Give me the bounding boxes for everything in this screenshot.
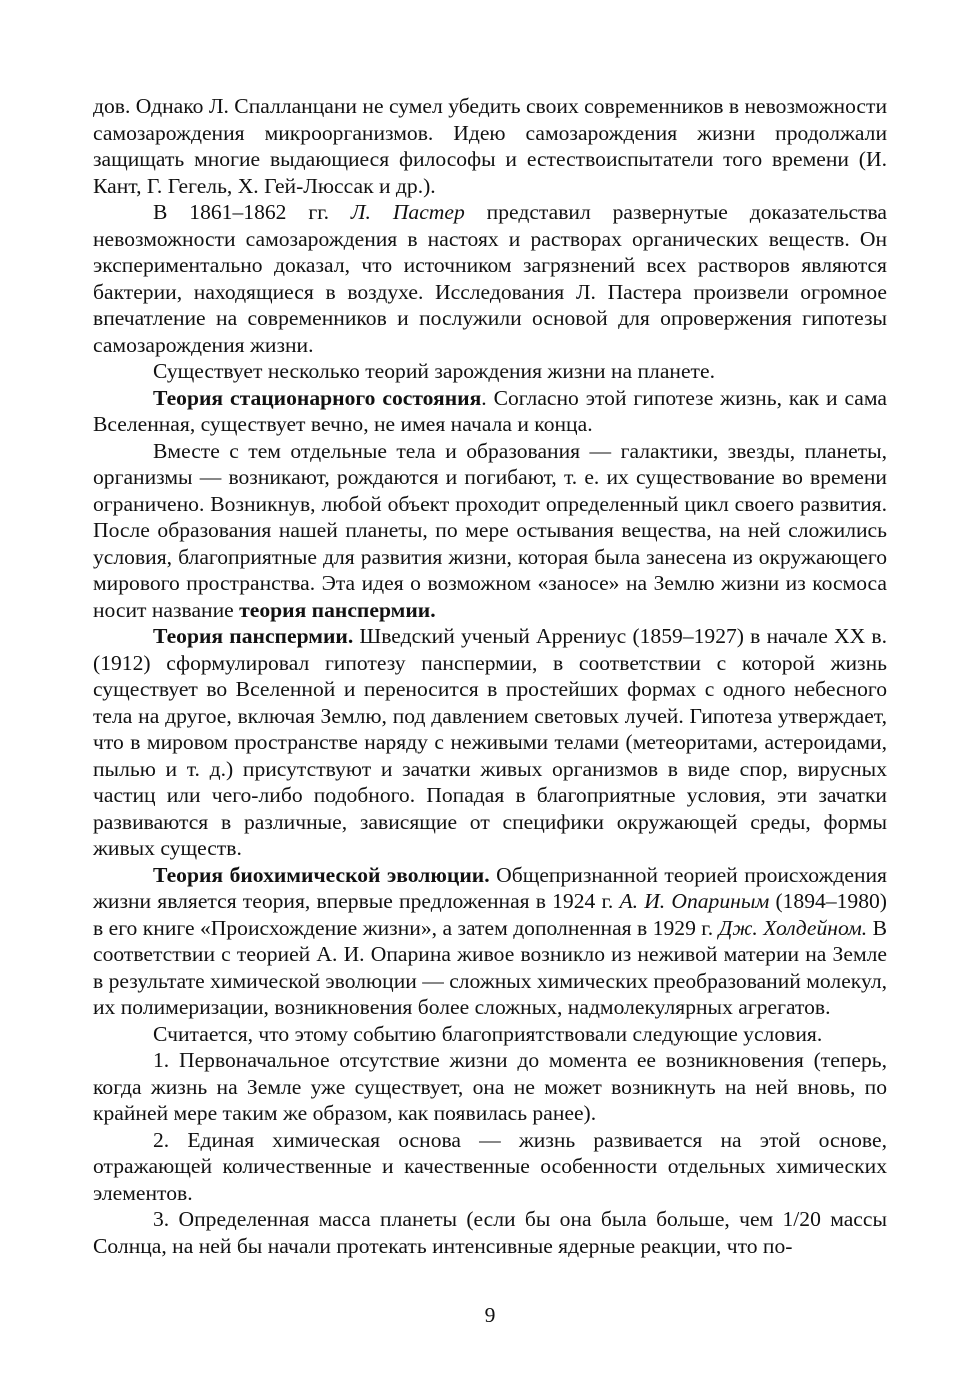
paragraph-text: Существует несколько теорий зарождения жизни на планете.: [153, 359, 715, 383]
paragraph-text: В соответствии с теорией А. И. Опарина живое возникло из неживой материи на Земле в результате химической эволюции — сложных химических преобразований молекул, их полимеризации, возникновения более сложных, надмолекулярных агрегатов.: [93, 915, 887, 1019]
document-page: [93, 93, 887, 1259]
list-item: [93, 1047, 887, 1127]
paragraph-text: В 1861–1862 гг.: [153, 200, 351, 224]
list-item: [93, 1206, 887, 1259]
paragraph-text: Считается, что этому событию благоприятствовали следующие условия.: [153, 1021, 823, 1046]
paragraph-text: 3. Определенная масса планеты (если бы она была больше, чем 1/20 массы Солнца, на ней бы начали протекать интенсивные ядерные реакции, что по-: [93, 1207, 887, 1258]
paragraph: [93, 623, 887, 862]
page-number: 9: [484, 1303, 496, 1327]
paragraph-text: дов. Однако Л. Спалланцани не сумел убедить своих современников в невозможности самозарождения микроорганизмов. Идею самозарождения жизни продолжали защищать многие выдающиеся философы и естествоиспытатели того времени (И. Кант, Г. Гегель, Х. Гей-Люссак и др.).: [93, 94, 887, 198]
paragraph-text: 2. Единая химическая основа — жизнь развивается на этой основе, отражающей количественные и качественные особенности отдельных химических элементов.: [93, 1127, 887, 1205]
paragraph: [93, 438, 887, 624]
theory-heading: Теория биохимической эволюции.: [153, 862, 490, 887]
author-name: Дж. Холдейном.: [718, 915, 868, 940]
paragraph: [93, 385, 887, 438]
paragraph-text: . Согласно этой гипотезе жизнь, как и сама Вселенная, существует вечно, не имея начала и конца.: [93, 385, 887, 436]
author-name: Л. Пастер: [350, 200, 465, 224]
paragraph-text: Общепризнанной теорией происхождения жизни является теория, впервые предложенная в 1924 г.: [93, 862, 887, 913]
paragraph-text: Шведский ученый Аррениус (1859–1927) в начале XX в. (1912) сформулировал гипотезу панспермии, в соответствии с которой жизнь существует во Вселенной и переносится в простейших формах с одного небесного тела на другое, включая Землю, под давлением световых лучей. Гипотеза утверждает, что в мировом пространстве наряду с неживыми телами (метеоритами, астероидами, пылью и т. д.) присутствуют и зачатки живых организмов в виде спор, вирусных частиц или чего-либо подобного. Попадая в благоприятные условия, эти зачатки развиваются в различные, зависящие от специфики окружающей среды, формы живых существ.: [93, 624, 887, 860]
theory-heading: Теория панспермии.: [153, 624, 354, 648]
paragraph: [93, 358, 887, 385]
paragraph: [93, 1021, 887, 1048]
paragraph: [93, 862, 887, 1021]
list-item: [93, 1127, 887, 1207]
author-name: А. И. Опариным: [619, 889, 770, 913]
theory-term: теория панспермии.: [239, 597, 436, 622]
paragraph: [93, 93, 887, 199]
paragraph-text: 1. Первоначальное отсутствие жизни до момента ее возникновения (теперь, когда жизнь на Земле уже существует, она не может возникнуть на ней вновь, по крайней мере таким же образом, как появилась ранее).: [93, 1048, 887, 1125]
theory-heading: Теория стационарного состояния: [153, 385, 482, 410]
paragraph-text: Вместе с тем отдельные тела и образования — галактики, звезды, планеты, организмы — возникают, рождаются и погибают, т. е. их существование во времени ограничено. Возникнув, любой объект проходит определенный цикл своего развития. После образования нашей планеты, по мере остывания вещества, на ней сложились условия, благоприятные для развития жизни, которая была занесена из окружающего мирового пространства. Эта идея о возможном «заносе» на Землю жизни из космоса носит название: [93, 438, 887, 622]
paragraph-text: (1894–1980) в его книге «Происхождение жизни», а затем дополненная в 1929 г.: [93, 889, 888, 940]
paragraph: [93, 199, 887, 358]
paragraph-text: представил развернутые доказательства невозможности самозарождения в настоях и растворах органических веществ. Он экспериментально доказал, что источником загрязнений всех растворов являются бактерии, находящиеся в воздухе. Исследования Л. Пастера произвели огромное впечатление на современников и послужили основой для опровержения гипотезы самозарождения жизни.: [93, 200, 887, 357]
